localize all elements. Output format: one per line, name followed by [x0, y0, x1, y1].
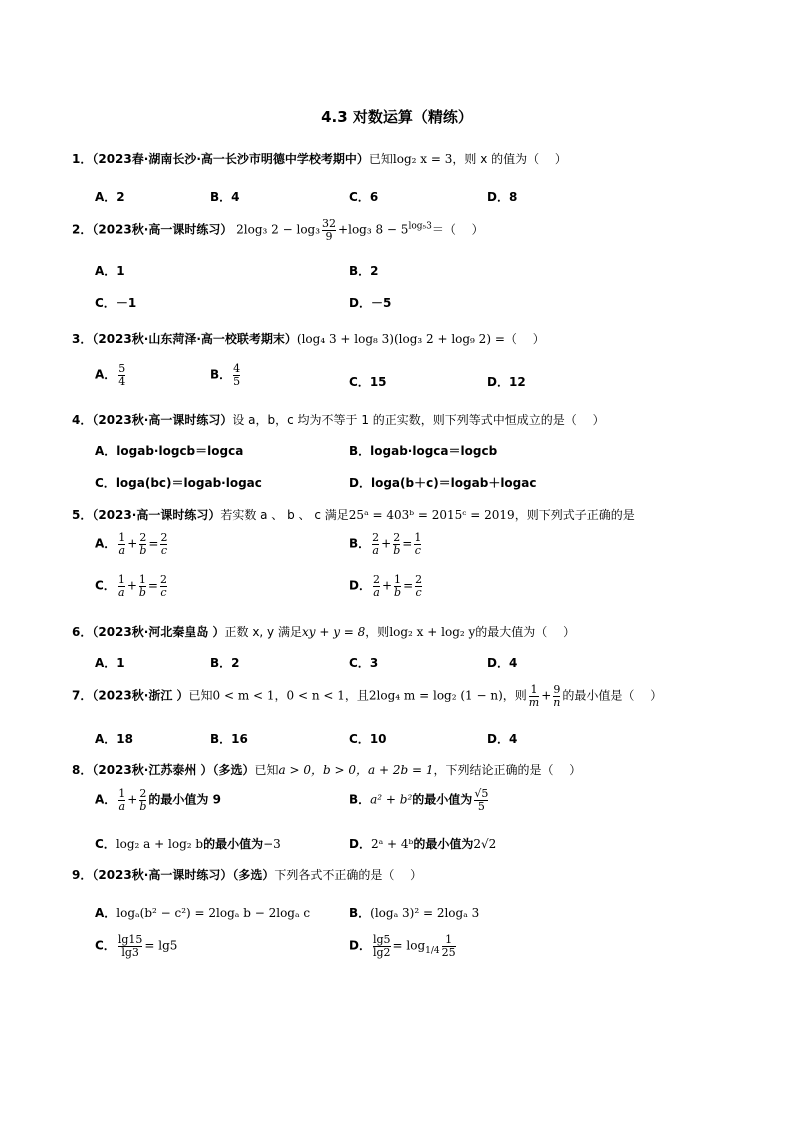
fraction: $\frac{2}{c}$ — [159, 573, 167, 599]
option-d: D．－5 — [349, 296, 392, 310]
option-a: A．1 — [95, 656, 125, 670]
option-d: D．12 — [487, 375, 526, 389]
option-a: A．logab·logcb＝logca — [95, 444, 244, 458]
option-a: A．2 — [95, 190, 125, 204]
question-source: （2023秋·山东菏泽·高一校联考期末） — [92, 332, 297, 346]
question-1: 1．（2023春·湖南长沙·高一长沙市明德中学校考期中）已知log₂ x = 3，则 x 的值为（ ） — [72, 152, 567, 166]
option-a: A． $\frac{5}{4}$ — [95, 362, 126, 388]
question-5: 5．（2023·高一课时练习）若实数 a 、 b 、 c 满足25ᵃ = 403ᵇ = 2015ᶜ = 2019，则下列式子正确的是 — [72, 508, 635, 522]
fraction: $\frac{1}{c}$ — [414, 531, 422, 557]
question-source: （2023秋·河北秦皇岛 ） — [92, 625, 225, 639]
option-b: B．(logₐ 3)² = 2logₐ 3 — [349, 906, 480, 920]
fraction: $\frac{1}{b}$ — [394, 573, 402, 599]
option-d: D． $\frac{\lg 5}{\lg 2}$ = $\log_{1/4}$ $\frac{1}{25}$ — [349, 933, 456, 959]
question-4: 4．（2023秋·高一课时练习）设 a，b，c 均为不等于 1 的正实数，则下列等式中恒成立的是（ ） — [72, 413, 605, 427]
option-b: B．a² + b²的最小值为 $\frac{√5}{5}$ — [349, 787, 489, 813]
option-d: D．4 — [487, 656, 518, 670]
option-a: A．1 — [95, 264, 125, 278]
fraction: $\frac{1}{b}$ — [138, 573, 146, 599]
option-d: D．loga(b＋c)＝logab＋logac — [349, 476, 537, 490]
option-a: A． $\frac{1}{a}$ + $\frac{2}{b}$ = $\frac{2}{c}$ — [95, 531, 168, 557]
option-a: A．18 — [95, 732, 133, 746]
option-c: C．－1 — [95, 296, 137, 310]
fraction: $\frac{1}{25}$ — [441, 933, 456, 959]
option-c: C．loga(bc)＝logab·logac — [95, 476, 262, 490]
fraction: $\frac{1}{a}$ — [118, 531, 126, 557]
option-b: B． $\frac{4}{5}$ — [210, 362, 241, 388]
question-3: 3．（2023秋·山东菏泽·高一校联考期末）(log₄ 3 + log₈ 3)(log₃ 2 + log₉ 2) =（ ） — [72, 332, 545, 346]
option-c: C． $\frac{1}{a}$ + $\frac{1}{b}$ = $\frac{2}{c}$ — [95, 573, 167, 599]
page-title: 4.3 对数运算（精练） — [321, 108, 473, 126]
question-source: （2023秋·高一课时练习） — [92, 222, 233, 237]
option-a: A． $\frac{1}{a}$ + $\frac{2}{b}$ 的最小值为 9 — [95, 787, 221, 813]
option-b: B．2 — [349, 264, 379, 278]
fraction: $\frac{2}{a}$ — [372, 531, 380, 557]
option-c: C．15 — [349, 375, 387, 389]
question-source: （2023秋·高一课时练习）（多选） — [92, 868, 275, 882]
fraction: $\frac{9}{n}$ — [553, 683, 561, 709]
fraction: $\frac{5}{4}$ — [118, 362, 126, 388]
option-d: D．4 — [487, 732, 518, 746]
question-source: （2023春·湖南长沙·高一长沙市明德中学校考期中） — [92, 152, 369, 166]
fraction: $\frac{2}{c}$ — [415, 573, 423, 599]
fraction: $\frac{\lg 15}{\lg 3}$ — [117, 933, 143, 959]
fraction: $\frac{2}{c}$ — [160, 531, 168, 557]
fraction: $\frac{2}{a}$ — [372, 573, 380, 599]
option-b: B．2 — [210, 656, 240, 670]
option-a: A．logₐ(b² − c²) = 2logₐ b − 2logₐ c — [95, 906, 311, 920]
fraction: $\frac{2}{b}$ — [139, 787, 147, 813]
option-d: D．2ᵃ + 4ᵇ的最小值为2√2 — [349, 837, 497, 851]
option-c: C． $\frac{\lg 15}{\lg 3}$ = lg5 — [95, 933, 178, 959]
option-c: C．3 — [349, 656, 379, 670]
option-c: C．10 — [349, 732, 387, 746]
fraction: $\frac{1}{a}$ — [118, 787, 126, 813]
fraction: $\frac{2}{b}$ — [139, 531, 147, 557]
option-c: C．log₂ a + log₂ b的最小值为−3 — [95, 837, 281, 851]
question-9: 9．（2023秋·高一课时练习）（多选）下列各式不正确的是（ ） — [72, 868, 423, 882]
fraction: $\frac{\lg 5}{\lg 2}$ — [372, 933, 391, 959]
question-source: （2023秋·江苏泰州 ）（多选） — [92, 763, 255, 777]
option-d: D．8 — [487, 190, 518, 204]
fraction: $\frac{2}{b}$ — [393, 531, 401, 557]
question-source: （2023秋·浙江 ） — [92, 688, 189, 703]
option-d: D． $\frac{2}{a}$ + $\frac{1}{b}$ = $\frac{2}{c}$ — [349, 573, 423, 599]
option-b: B．4 — [210, 190, 240, 204]
question-source: （2023·高一课时练习） — [92, 508, 221, 522]
question-7: 7．（2023秋·浙江 ）已知0 < m < 1，0 < n < 1，且2log₄ m = log₂ (1 − n)，则 $\frac{1}{m}$ + $\frac{9}{n}$ 的最小值是（ ） — [72, 683, 663, 709]
fraction: $\frac{1}{m}$ — [528, 683, 540, 709]
fraction: $\frac{√5}{5}$ — [474, 787, 489, 813]
question-8: 8．（2023秋·江苏泰州 ）（多选）已知a > 0，b > 0，a + 2b = 1，下列结论正确的是（ ） — [72, 763, 582, 777]
option-b: B．logab·logca＝logcb — [349, 444, 498, 458]
question-6: 6．（2023秋·河北秦皇岛 ）正数 x, y 满足xy + y = 8，则log₂ x + log₂ y的最大值为（ ） — [72, 625, 576, 639]
option-c: C．6 — [349, 190, 379, 204]
question-2: 2．（2023秋·高一课时练习） 2log₃ 2 − log₃ $\frac{32}{9}$ +log₃ $8 - 5^{log_53}=$（ ） — [72, 217, 484, 243]
fraction: $\frac{1}{a}$ — [117, 573, 125, 599]
option-b: B． $\frac{2}{a}$ + $\frac{2}{b}$ = $\frac{1}{c}$ — [349, 531, 422, 557]
question-source: （2023秋·高一课时练习） — [92, 413, 233, 427]
fraction: $\frac{4}{5}$ — [233, 362, 241, 388]
fraction: $\frac{32}{9}$ — [322, 217, 337, 243]
option-b: B．16 — [210, 732, 248, 746]
